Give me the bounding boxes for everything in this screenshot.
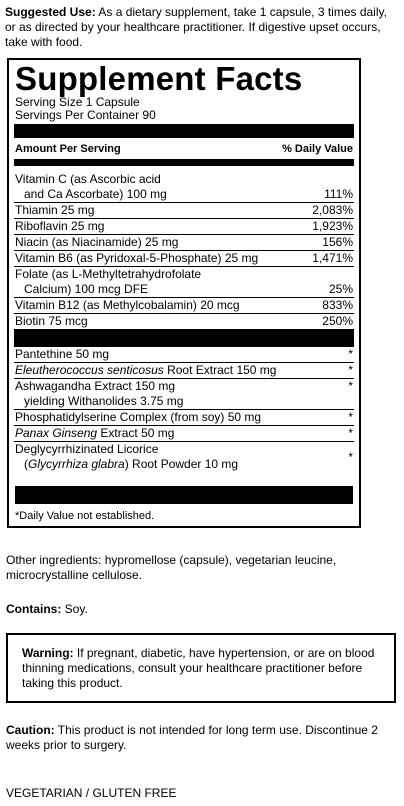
vitamin-c-line2: and Ca Ascorbate) 100 mg — [24, 187, 167, 201]
riboflavin-name: Riboflavin 25 mg — [15, 219, 105, 233]
niacin-name: Niacin (as Niacinamide) 25 mg — [15, 235, 179, 249]
vegetarian-gluten-free-label: VEGETARIAN / GLUTEN FREE — [6, 786, 177, 800]
caution-statement — [6, 723, 400, 753]
phosphatidylserine-dv: * — [348, 410, 353, 424]
amount-header-row — [14, 138, 354, 166]
serving-size: Serving Size 1 Capsule — [15, 95, 140, 109]
contains-label: Contains: — [6, 602, 62, 616]
phosphatidylserine-row — [14, 410, 354, 426]
biotin-name: Biotin 75 mcg — [15, 314, 88, 328]
licorice-paren-open: ( — [24, 457, 28, 471]
caution-text: This product is not intended for long term use. Discontinue 2 weeks prior to surgery. — [6, 723, 378, 752]
facts-title: Supplement Facts — [15, 60, 303, 97]
vitamin-b6-row — [14, 251, 354, 267]
suggested-use-label: Suggested Use: — [5, 5, 96, 19]
phosphatidylserine-name: Phosphatidylserine Complex (from soy) 50 mg — [15, 410, 262, 424]
licorice-line1: Deglycyrrhizinated Licorice — [15, 442, 159, 456]
suggested-use — [5, 5, 399, 50]
vitamin-b12-name: Vitamin B12 (as Methylcobalamin) 20 mcg — [15, 298, 240, 312]
licorice-italic-name: Glycyrrhiza glabra — [28, 457, 125, 471]
daily-value-header: % Daily Value — [282, 143, 353, 155]
biotin-dv: 250% — [322, 314, 353, 328]
ashwagandha-row — [14, 379, 354, 410]
licorice-rest: ) Root Powder 10 mg — [124, 457, 239, 471]
contains-statement — [6, 602, 88, 617]
amount-per-serving-header: Amount Per Serving — [15, 143, 121, 155]
divider-bar — [14, 124, 354, 138]
eleuthero-italic-name: Eleutherococcus senticosus — [15, 363, 164, 377]
suggested-use-text: As a dietary supplement, take 1 capsule, 3 times daily, or as directed by your healthcare practitioner. If digestive upset occurs, take with food. — [5, 5, 387, 49]
warning-box — [6, 633, 396, 703]
licorice-row — [14, 442, 354, 472]
caution-label: Caution: — [6, 723, 55, 737]
eleuthero-dv: * — [348, 363, 353, 377]
vitamin-c-dv: 111% — [324, 187, 353, 201]
warning-text: If pregnant, diabetic, have hypertension, or are on blood thinning medications, consult your healthcare practitioner before taking this product. — [22, 646, 375, 690]
other-ingredients: Other ingredients: hypromellose (capsule), vegetarian leucine, microcrystalline cellulose. — [6, 553, 337, 582]
vitamin-b12-row — [14, 298, 354, 314]
niacin-dv: 156% — [322, 235, 353, 249]
eleuthero-row — [14, 363, 354, 379]
panax-row — [14, 426, 354, 442]
licorice-dv: * — [348, 449, 353, 464]
niacin-row — [14, 235, 354, 251]
ashwagandha-line2: yielding Withanolides 3.75 mg — [24, 394, 184, 408]
warning-label: Warning: — [22, 646, 74, 660]
panax-dv: * — [348, 426, 353, 440]
pantethine-row — [14, 347, 354, 363]
vitamin-b6-name: Vitamin B6 (as Pyridoxal-5-Phosphate) 25 mg — [15, 251, 259, 265]
servings-per-container: Servings Per Container 90 — [15, 108, 156, 122]
divider-bar — [14, 329, 354, 347]
biotin-row — [14, 314, 354, 329]
thiamin-dv: 2,083% — [312, 203, 353, 217]
pantethine-name: Pantethine 50 mg — [15, 347, 110, 361]
thiamin-name: Thiamin 25 mg — [15, 203, 95, 217]
divider-bar — [15, 486, 353, 504]
panax-rest: Extract 50 mg — [97, 426, 175, 440]
eleuthero-rest: Root Extract 150 mg — [163, 363, 277, 377]
thiamin-row — [14, 203, 354, 219]
vitamin-b6-dv: 1,471% — [312, 251, 353, 265]
daily-value-footnote: *Daily Value not established. — [15, 510, 155, 522]
folate-line1: Folate (as L-Methyltetrahydrofolate — [15, 267, 202, 281]
folate-row — [14, 267, 354, 298]
vitamin-b12-dv: 833% — [322, 298, 353, 312]
contains-text: Soy. — [61, 602, 88, 616]
pantethine-dv: * — [348, 347, 353, 361]
folate-dv: 25% — [328, 282, 353, 296]
riboflavin-row — [14, 219, 354, 235]
ashwagandha-line1: Ashwagandha Extract 150 mg — [15, 379, 176, 393]
riboflavin-dv: 1,923% — [312, 219, 353, 233]
panax-italic-name: Panax Ginseng — [15, 426, 98, 440]
folate-line2: Calcium) 100 mcg DFE — [24, 282, 149, 296]
ashwagandha-dv: * — [348, 379, 353, 393]
supplement-facts-panel — [7, 58, 361, 528]
vitamin-c-row — [14, 166, 354, 203]
vitamin-c-line1: Vitamin C (as Ascorbic acid — [15, 172, 161, 186]
